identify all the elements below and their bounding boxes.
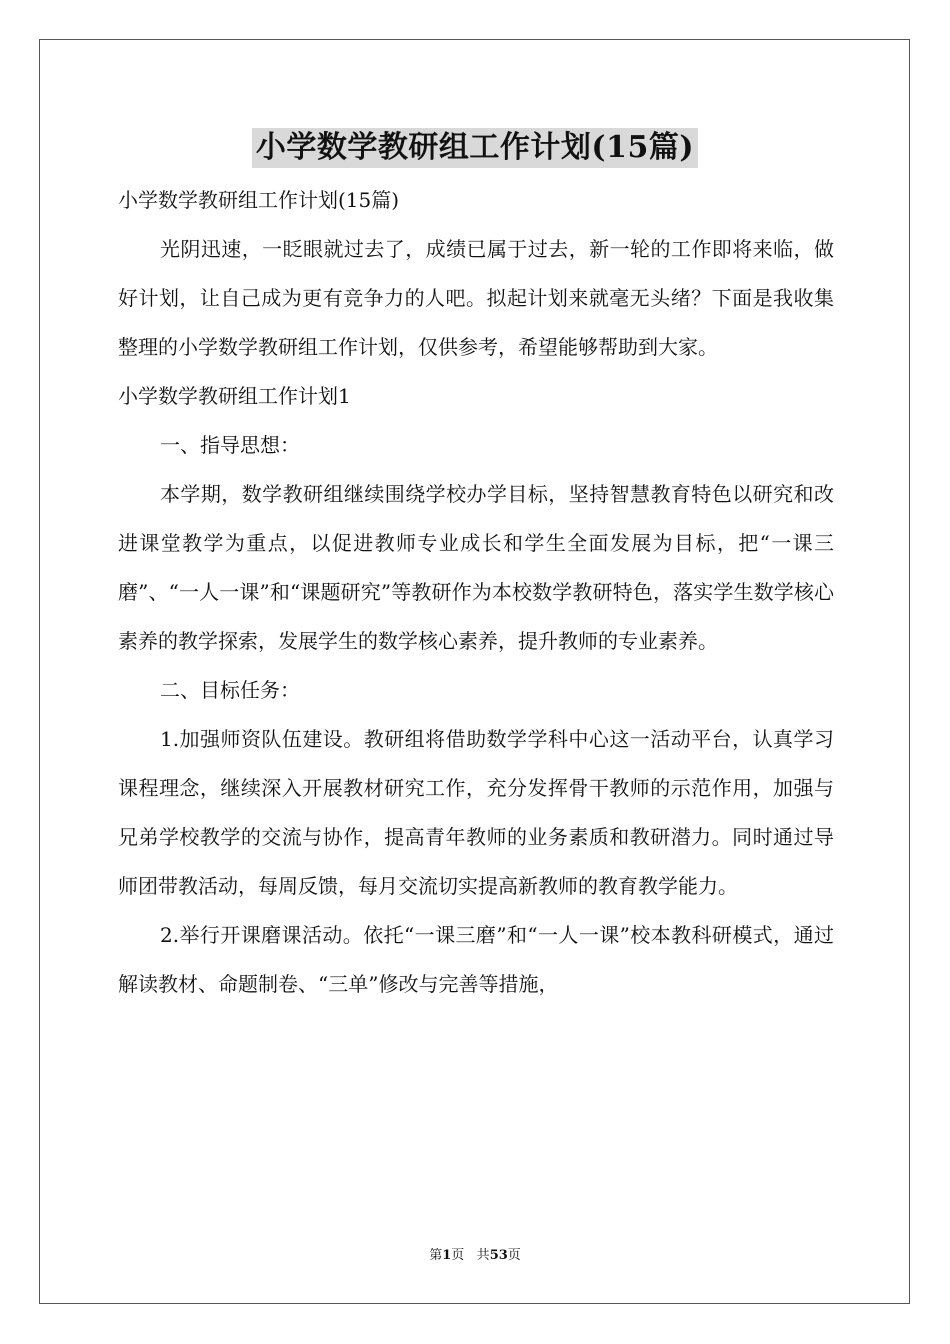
footer-page-suffix: 页 <box>451 1248 465 1263</box>
footer-total-prefix: 共 <box>476 1248 490 1263</box>
intro-paragraph: 光阴迅速，一眨眼就过去了，成绩已属于过去，新一轮的工作即将来临，做好计划，让自己成为更有竞争力的人吧。拟起计划来就毫无头绪？下面是我收集整理的小学数学教研组工作计划，仅供参考，希望能够帮助到大家。 <box>118 237 834 359</box>
footer-page-prefix: 第 <box>429 1248 443 1263</box>
footer-total-suffix: 页 <box>507 1248 521 1263</box>
section-heading: 小学数学教研组工作计划1 <box>118 384 351 408</box>
footer-page-number: 1 <box>442 1248 452 1263</box>
heading-goals: 二、目标任务： <box>160 678 300 702</box>
page-footer <box>0 1247 950 1265</box>
guiding-thought-paragraph: 本学期，数学教研组继续围绕学校办学目标，坚持智慧教育特色以研究和改进课堂教学为重点，以促进教师专业成长和学生全面发展为目标，把“一课三磨”、“一人一课”和“课题研究”等教研作为本校数学教研特色，落实学生数学核心素养的教学探索，发展学生的数学核心素养，提升教师的专业素养。 <box>118 482 834 653</box>
goal-item-2: 2.举行开课磨课活动。依托“一课三磨”和“一人一课”校本教科研模式，通过解读教材、命题制卷、“三单”修改与完善等措施， <box>118 923 834 996</box>
goal-item-1: 1.加强师资队伍建设。教研组将借助数学学科中心这一活动平台，认真学习课程理念，继续深入开展教材研究工作，充分发挥骨干教师的示范作用，加强与兄弟学校教学的交流与协作，提高青年教师的业务素质和教研潜力。同时通过导师团带教活动，每周反馈，每月交流切实提高新教师的教育教学能力。 <box>118 727 834 898</box>
footer-total-number: 53 <box>489 1248 508 1263</box>
document-title: 小学数学教研组工作计划(15篇) <box>252 128 698 168</box>
title-container <box>0 128 950 168</box>
heading-guiding-thought: 一、指导思想： <box>160 433 300 457</box>
subtitle-line: 小学数学教研组工作计划(15篇) <box>118 188 400 212</box>
document-body <box>118 176 834 1009</box>
